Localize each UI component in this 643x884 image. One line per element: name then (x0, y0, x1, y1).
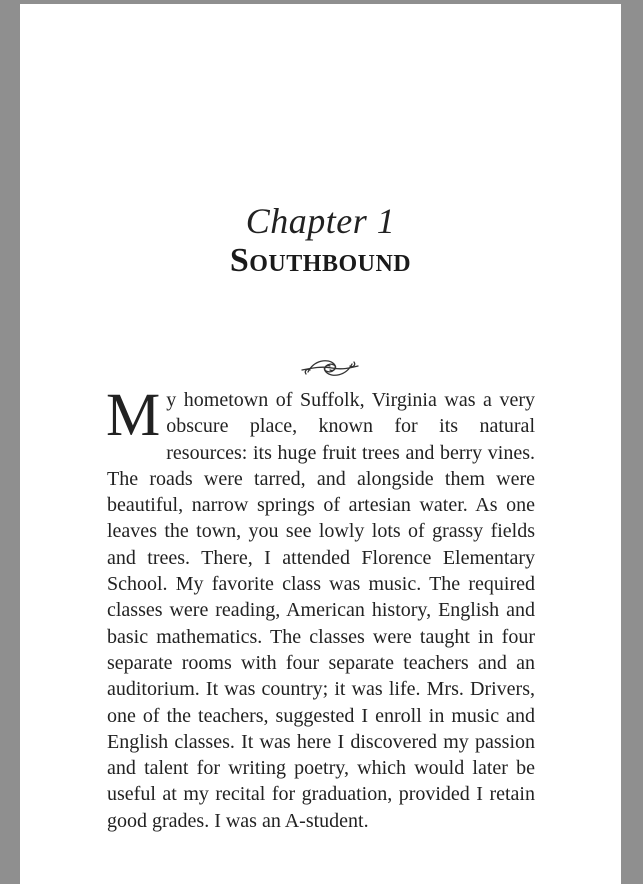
drop-cap: M (106, 382, 161, 449)
flourish-ornament-icon (298, 352, 362, 384)
chapter-body (106, 382, 535, 834)
chapter-number: Chapter 1 (245, 201, 396, 241)
body-paragraph: y hometown of Suffolk, Virginia was a very obscure place, known for its natural resources: its huge fruit trees and berry vines. The roads were tarred, and alongside them were beautiful, narrow springs of artesian water. As one leaves the town, you see lowly lots of grassy fields and trees. There, I attended Florence Elementary School. My favorite class was music. The required classes were reading, American history, English and basic mathematics. The classes were taught in four separate rooms with four separate teachers and an auditorium. It was country; it was life. Mrs. Drivers, one of the teachers, suggested I enroll in music and English classes. It was here I discovered my passion and talent for writing poetry, which would later be useful at my recital for graduation, provided I retain good grades. I was an A-student. (107, 389, 535, 832)
chapter-title: Southbound (229, 242, 412, 279)
book-page (20, 4, 621, 884)
